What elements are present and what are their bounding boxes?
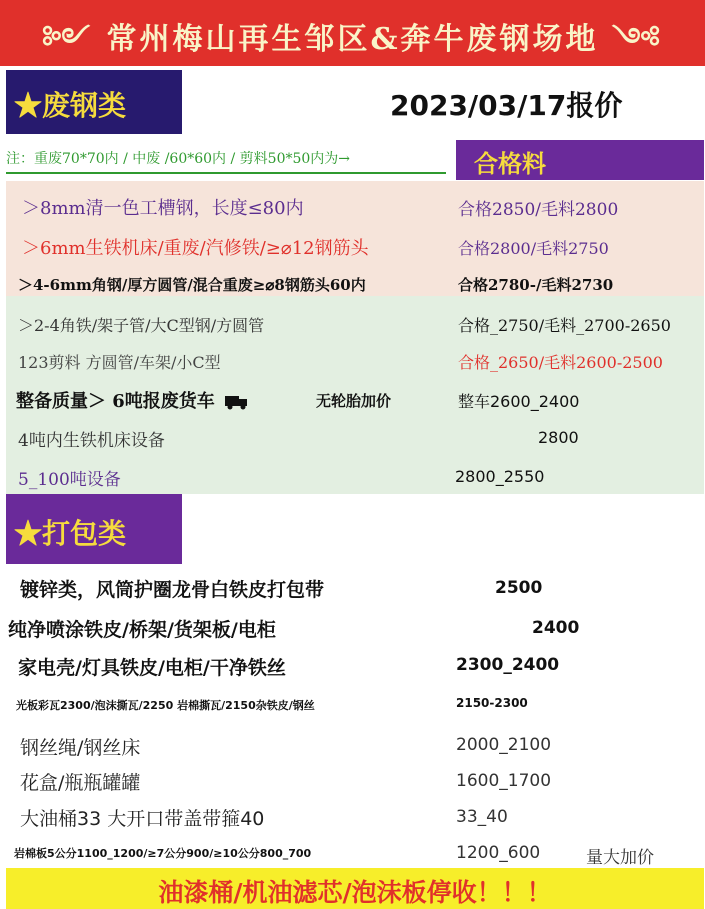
page-title: ༻ 常州梅山再生邹区&奔牛废钢场地 ༺ <box>42 22 663 57</box>
footer-notice <box>6 868 704 909</box>
pack-row-item: 大油桶33 大开口带盖带箍40 <box>20 808 265 830</box>
footer-notice-text: 油漆桶/机油滤芯/泡沫板停收！！！ <box>158 878 552 907</box>
pack-row-price: 1200_600 <box>456 843 541 863</box>
title-banner <box>0 0 705 66</box>
pack-row-price: 2150-2300 <box>456 696 528 710</box>
grade-note: 注：重废70*70内 / 中废 /60*60内 / 剪料50*50内为→ <box>6 151 351 167</box>
pack-row-item: 花盒/瓶瓶罐罐 <box>20 772 141 794</box>
steel-row-item: 123剪料 方圆管/车架/小C型 <box>18 353 221 372</box>
pack-row-extra: 量大加价 <box>586 848 654 868</box>
steel-row-price: 2800_2550 <box>455 467 545 486</box>
steel-row-item <box>16 387 249 413</box>
steel-row-price: 合格_2750/毛料_2700-2650 <box>458 316 671 335</box>
steel-row-item-label: 整备质量＞ 6吨报废货车 <box>16 391 215 412</box>
pack-row-price: 2300_2400 <box>456 655 560 675</box>
steel-row-price: 整车2600_2400 <box>458 392 580 411</box>
steel-row-item: ＞8mm清一色工槽钢，长度≤80内 <box>22 198 304 219</box>
steel-row-item: ＞2-4角铁/架子管/大C型钢/方圆管 <box>18 316 265 335</box>
steel-row-extra: 无轮胎加价 <box>316 392 392 410</box>
pack-row-item: 纯净喷涂铁皮/桥架/货架板/电柜 <box>8 619 276 641</box>
section-header-steel <box>6 70 182 134</box>
section-title-pack: ★打包类 <box>14 517 127 550</box>
pack-row-item: 家电壳/灯具铁皮/电柜/干净铁丝 <box>18 657 286 679</box>
section-title-steel: ★废钢类 <box>14 89 127 122</box>
pack-row-item: 镀锌类，风筒护圈龙骨白铁皮打包带 <box>20 579 325 601</box>
steel-row-price: 合格_2650/毛料2600-2500 <box>458 353 663 372</box>
steel-row-price: 2800 <box>538 428 579 447</box>
steel-row-item: ＞4-6mm角钢/厚方圆管/混合重废≥⌀8钢筋头60内 <box>18 276 366 294</box>
note-underline <box>6 172 446 174</box>
quality-badge-label: 合格料 <box>474 149 546 178</box>
steel-row-price: 合格2780-/毛料2730 <box>458 276 614 294</box>
pack-row-price: 2400 <box>532 618 580 638</box>
steel-row-item: ＞6mm生铁机床/重废/汽修铁/≥⌀12钢筋头 <box>22 238 369 259</box>
truck-icon <box>225 394 249 410</box>
pack-row-item: 岩棉板5公分1100_1200/≥7公分900/≥10公分800_700 <box>14 847 312 860</box>
pack-row-item: 钢丝绳/钢丝床 <box>20 737 141 759</box>
pack-row-price: 2500 <box>495 578 543 598</box>
pack-row-price: 2000_2100 <box>456 735 552 755</box>
quote-date: 2023/03/17报价 <box>390 89 623 122</box>
section-header-pack <box>6 494 182 564</box>
pack-row-item: 光板彩瓦2300/泡沫撕瓦/2250 岩棉撕瓦/2150杂铁皮/钢丝 <box>16 699 315 712</box>
pack-row-price: 33_40 <box>456 807 508 827</box>
steel-row-price: 合格2850/毛料2800 <box>458 200 619 220</box>
steel-row-item: 4吨内生铁机床设备 <box>18 431 165 451</box>
quality-badge <box>456 140 704 180</box>
steel-row-item: 5_100吨设备 <box>18 470 121 490</box>
steel-row-price: 合格2800/毛料2750 <box>458 239 609 258</box>
pack-row-price: 1600_1700 <box>456 771 552 791</box>
